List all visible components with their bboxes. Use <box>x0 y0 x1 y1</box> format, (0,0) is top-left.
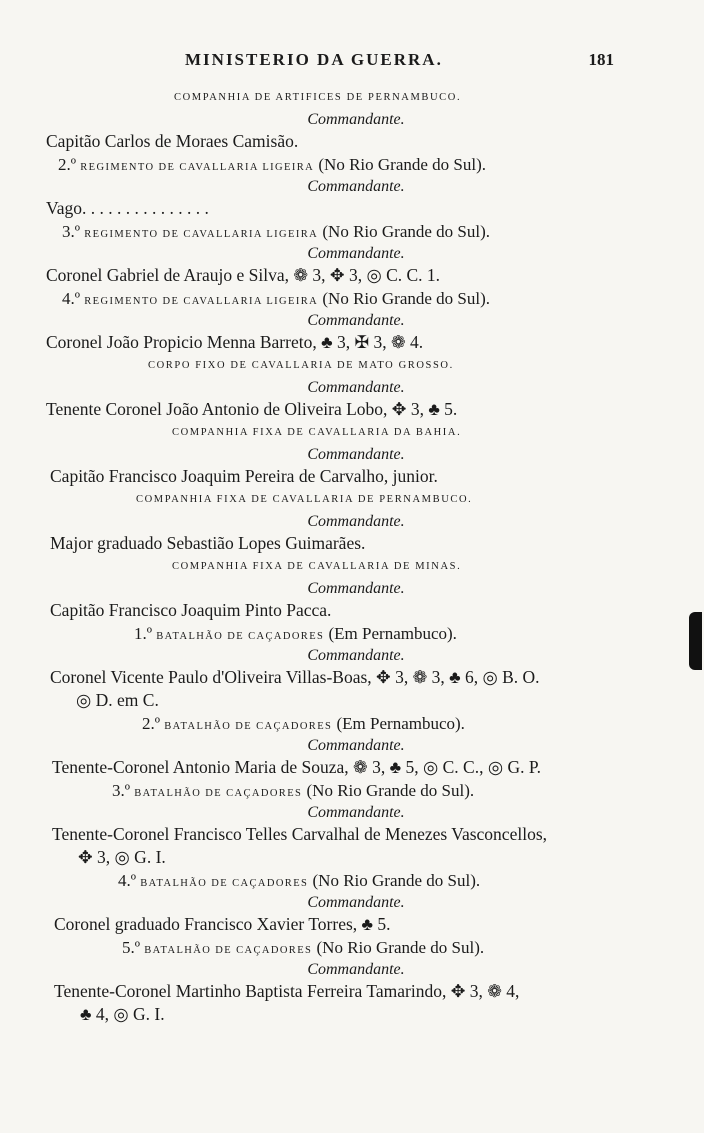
unit-location: (Em Pernambuco). <box>328 624 457 643</box>
unit-location: (No Rio Grande do Sul). <box>318 155 487 174</box>
unit-entry <box>46 220 626 287</box>
unit-number: 2.º <box>58 155 77 174</box>
unit-location: (No Rio Grande do Sul). <box>312 871 481 890</box>
unit-entry <box>46 421 626 488</box>
unit-entry <box>46 869 626 936</box>
command-list <box>46 86 626 1026</box>
role-label: Commandante. <box>307 446 405 463</box>
role-label: Commandante. <box>307 647 405 664</box>
role-label: Commandante. <box>307 379 405 396</box>
commander-name: Coronel graduado Francisco Xavier Torres, ♣ 5. <box>54 914 391 934</box>
role-label: Commandante. <box>307 245 405 262</box>
commander-name: Capitão Francisco Joaquim Pinto Pacca. <box>50 600 332 620</box>
unit-name: BATALHÃO DE CAÇADORES <box>164 721 333 732</box>
role-label: Commandante. <box>307 580 405 597</box>
unit-entry <box>46 354 626 421</box>
commander-name: Coronel João Propicio Menna Barreto, ♣ 3, ✠ 3, ❁ 4. <box>46 332 424 352</box>
unit-name: BATALHÃO DE CAÇADORES <box>134 788 303 799</box>
unit-heading: COMPANHIA FIXA DE CAVALLARIA DA BAHIA. <box>172 427 462 438</box>
commander-name: Vago. . . . . . . . . . . . . . . <box>46 198 209 218</box>
unit-heading <box>46 712 626 735</box>
unit-entry <box>46 936 626 1026</box>
unit-number: 4.º <box>62 289 81 308</box>
unit-heading <box>46 220 626 243</box>
unit-heading <box>46 622 626 645</box>
commander-line: Coronel Vicente Paulo d'Oliveira Villas-Boas, ✥ 3, ❁ 3, ♣ 6, ◎ B. O. <box>50 667 540 687</box>
commander-name: Capitão Carlos de Moraes Camisão. <box>46 131 299 151</box>
commander-line-continued: ✥ 3, ◎ G. I. <box>78 847 166 867</box>
page-header <box>0 50 704 76</box>
role-label: Commandante. <box>307 804 405 821</box>
unit-heading <box>46 153 626 176</box>
unit-location: (No Rio Grande do Sul). <box>306 781 475 800</box>
running-title: MINISTERIO DA GUERRA. <box>185 50 443 69</box>
unit-heading <box>46 287 626 310</box>
role-label: Commandante. <box>307 178 405 195</box>
role-label: Commandante. <box>307 737 405 754</box>
unit-name: BATALHÃO DE CAÇADORES <box>156 631 325 642</box>
unit-number: 3.º <box>62 222 81 241</box>
unit-heading: COMPANHIA DE ARTIFICES DE PERNAMBUCO. <box>174 92 462 103</box>
commander-name: Tenente Coronel João Antonio de Oliveira Lobo, ✥ 3, ♣ 5. <box>46 399 458 419</box>
unit-entry <box>46 712 626 779</box>
commander-name: Capitão Francisco Joaquim Pereira de Carvalho, junior. <box>50 466 438 486</box>
commander-name: Coronel Gabriel de Araujo e Silva, ❁ 3, ✥ 3, ◎ C. C. 1. <box>46 265 441 285</box>
commander-name: Tenente-Coronel Antonio Maria de Souza, ❁ 3, ♣ 5, ◎ C. C., ◎ G. P. <box>52 757 542 777</box>
ink-spot <box>689 612 702 670</box>
unit-number: 2.º <box>142 714 161 733</box>
unit-number: 5.º <box>122 938 141 957</box>
page-number: 181 <box>588 50 614 69</box>
commander-line-continued: ◎ D. em C. <box>76 690 159 710</box>
unit-name: BATALHÃO DE CAÇADORES <box>140 878 309 889</box>
unit-entry <box>46 86 626 153</box>
role-label: Commandante. <box>307 961 405 978</box>
unit-location: (No Rio Grande do Sul). <box>316 938 485 957</box>
unit-location: (No Rio Grande do Sul). <box>322 222 491 241</box>
commander-line-continued: ♣ 4, ◎ G. I. <box>80 1004 165 1024</box>
unit-number: 3.º <box>112 781 131 800</box>
unit-name: REGIMENTO DE CAVALLARIA LIGEIRA <box>84 229 319 240</box>
unit-location: (No Rio Grande do Sul). <box>322 289 491 308</box>
commander-name <box>46 823 626 869</box>
commander-name <box>46 666 626 712</box>
unit-entry <box>46 555 626 622</box>
role-label: Commandante. <box>307 111 405 128</box>
unit-name: REGIMENTO DE CAVALLARIA LIGEIRA <box>84 296 319 307</box>
commander-line: Tenente-Coronel Martinho Baptista Ferreira Tamarindo, ✥ 3, ❁ 4, <box>54 981 520 1001</box>
role-label: Commandante. <box>307 894 405 911</box>
unit-entry <box>46 287 626 354</box>
unit-number: 1.º <box>134 624 153 643</box>
commander-name: Major graduado Sebastião Lopes Guimarães. <box>50 533 366 553</box>
unit-heading: COMPANHIA FIXA DE CAVALLARIA DE PERNAMBUCO. <box>136 494 473 505</box>
unit-heading <box>46 869 626 892</box>
unit-entry <box>46 779 626 869</box>
unit-entry <box>46 622 626 712</box>
unit-heading: COMPANHIA FIXA DE CAVALLARIA DE MINAS. <box>172 561 462 572</box>
unit-name: REGIMENTO DE CAVALLARIA LIGEIRA <box>80 162 315 173</box>
unit-heading <box>46 779 626 802</box>
unit-heading <box>46 936 626 959</box>
commander-name <box>46 980 626 1026</box>
unit-heading: CORPO FIXO DE CAVALLARIA DE MATO GROSSO. <box>148 360 454 371</box>
unit-number: 4.º <box>118 871 137 890</box>
role-label: Commandante. <box>307 312 405 329</box>
unit-entry <box>46 488 626 555</box>
unit-name: BATALHÃO DE CAÇADORES <box>144 945 313 956</box>
unit-location: (Em Pernambuco). <box>336 714 465 733</box>
role-label: Commandante. <box>307 513 405 530</box>
unit-entry <box>46 153 626 220</box>
commander-line: Tenente-Coronel Francisco Telles Carvalhal de Menezes Vasconcellos, <box>52 824 547 844</box>
